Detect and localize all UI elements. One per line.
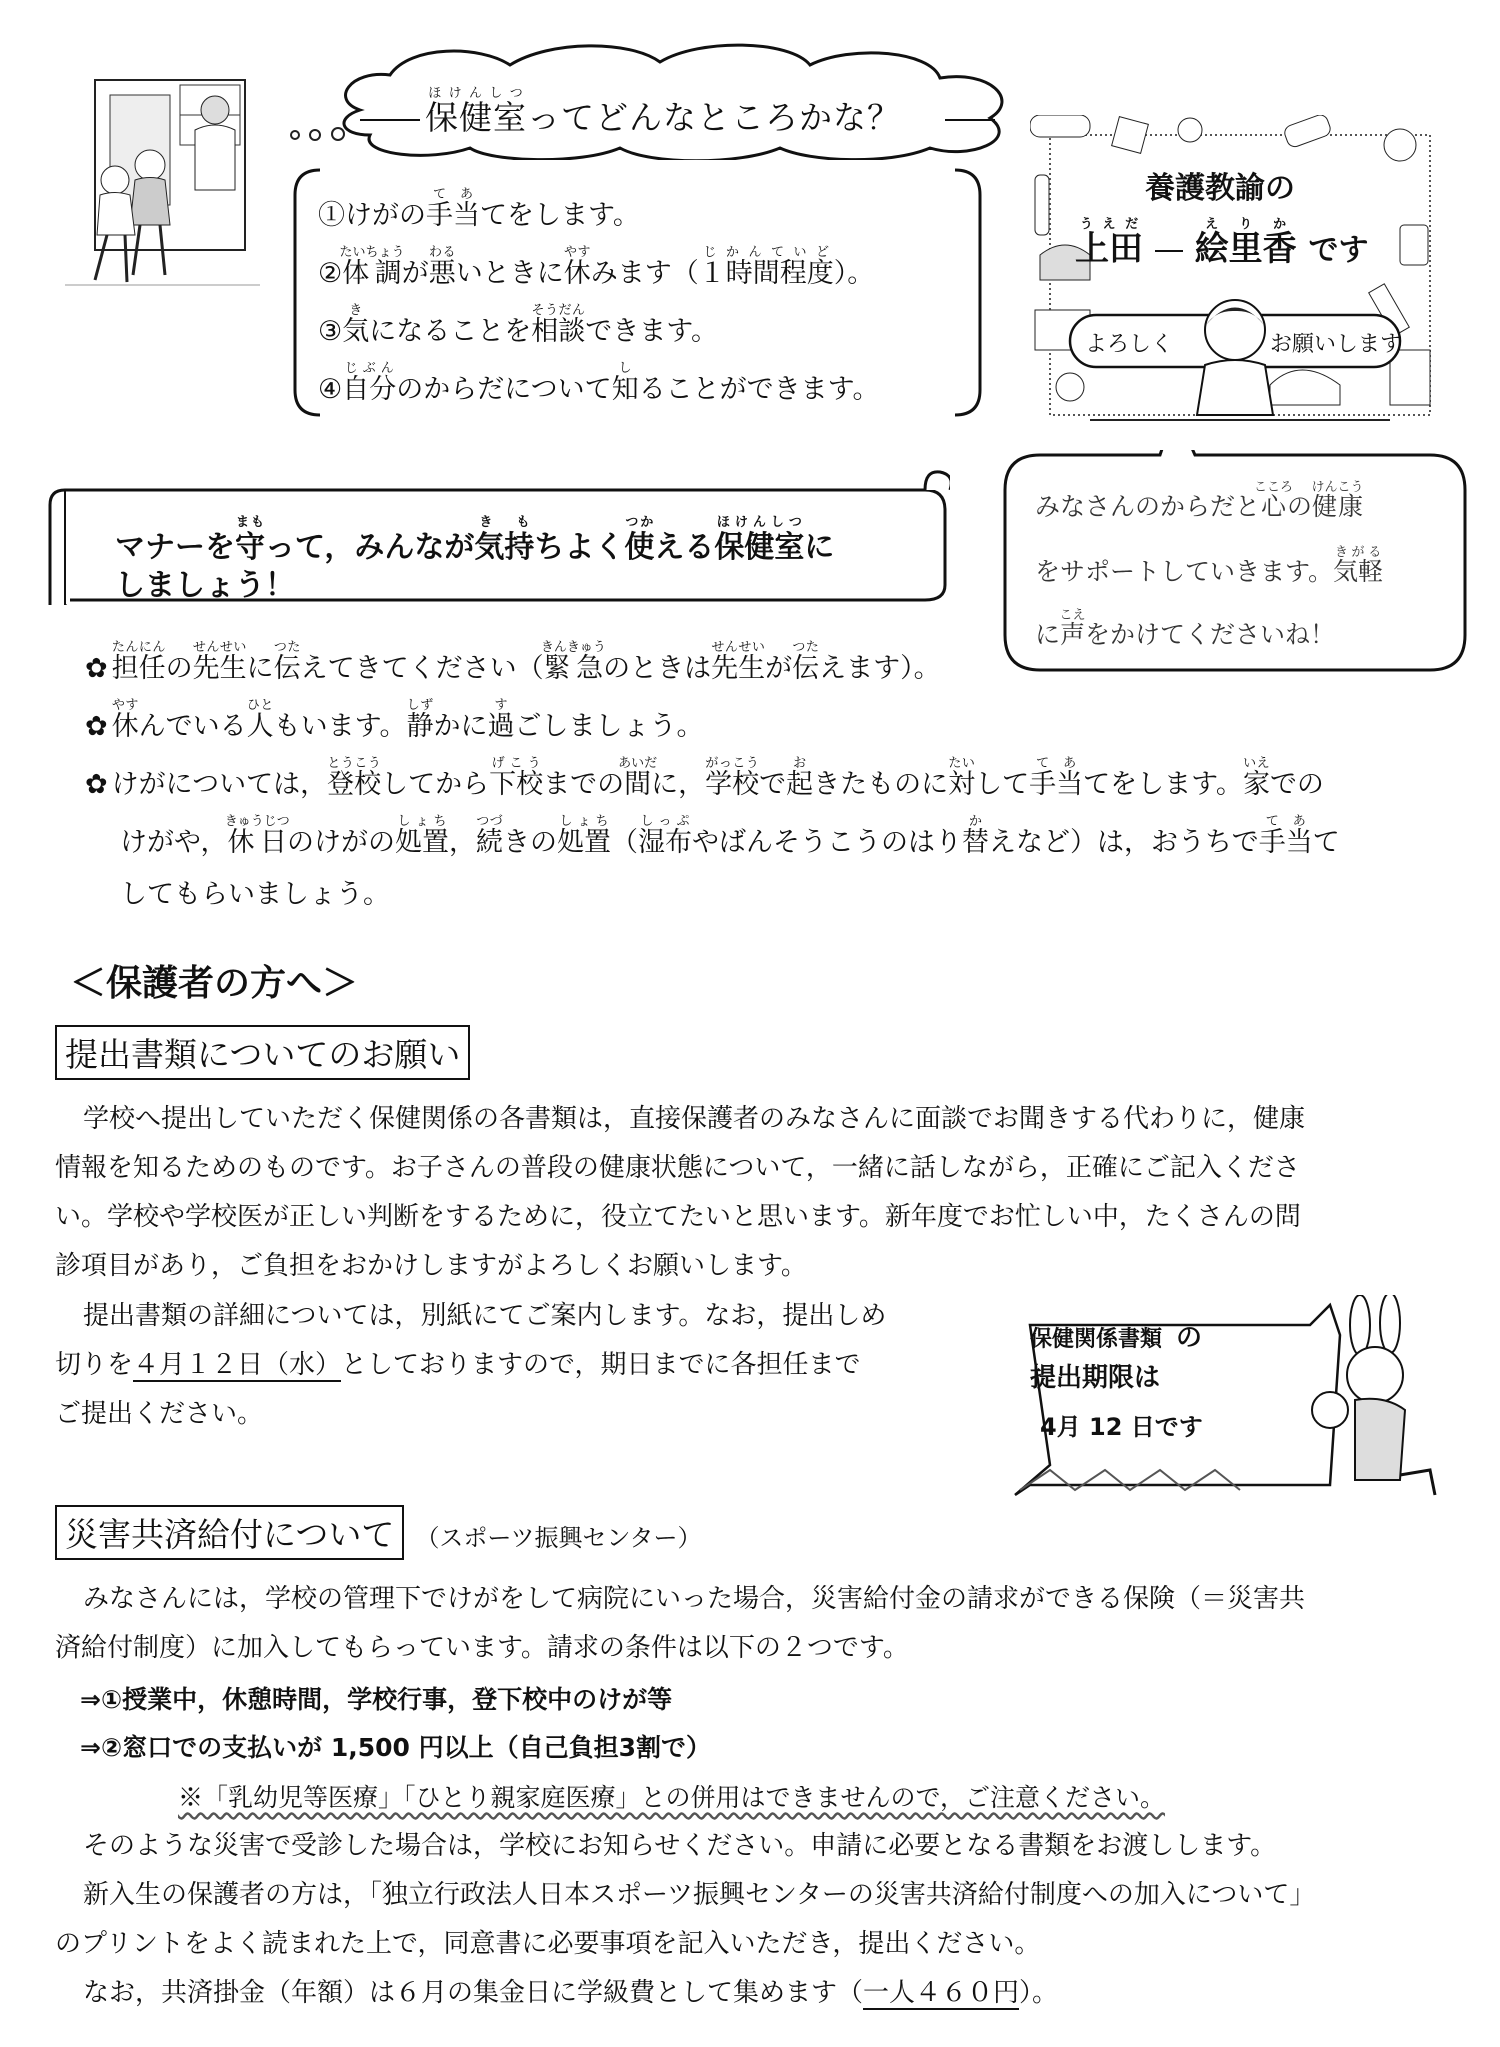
speech-line: をサポートしていきます。気軽きがる (1035, 545, 1384, 586)
teacher-intro-panel (1030, 115, 1450, 435)
section-title-disaster: 災害共済給付について （スポーツ振興センター） (55, 1505, 702, 1560)
list-item: ③気きになることを相談そうだんできます。 (318, 303, 719, 347)
teacher-name: 上田うえだ 絵里香えりか です (1075, 217, 1369, 269)
banner-line: しましょう！ (115, 568, 295, 603)
note: ※「乳幼児等医療」「ひとり親家庭医療」との併用はできませんので，ご注意ください。 (178, 1783, 1166, 1812)
nurse-room-illustration (55, 70, 270, 295)
teacher-speech-bubble (1000, 450, 1470, 675)
deadline-paragraph: 提出書類の詳細については，別紙にてご案内します。なお，提出しめ 切りを４月１２日（水）としておりますので，期日までに各担任まで ご提出ください。 (55, 1301, 887, 1429)
rule-item: ✿ けがについては，登校とうこうしてから下校げこうまでの間あいだに，学校がっこうで起おきたものに対たいして手て当あてをします。家いえでの (85, 756, 1324, 800)
disaster-paragraph-2: そのような災害で受診した場合は，学校にお知らせください。申請に必要となる書類をお渡しします。 新入生の保護者の方は，「独立行政法人日本スポーツ振興センターの災害共済給付制度への加入について」 のプリントをよく読まれた上で，同意書に必要事項を記入いただき，提出ください。 なお，共済掛金（年額）は６月の集金日に学級費として集めます（一人４６０円）。 (55, 1831, 1316, 2008)
deadline-date-label: 4月 12 日です (1040, 1413, 1203, 1441)
manners-banner (45, 470, 950, 605)
speech-line: に声こえをかけてくださいね！ (1035, 608, 1336, 649)
list-item: ④自分じぶんのからだについて知しることができます。 (318, 361, 880, 405)
title-cloud (330, 40, 1030, 160)
condition-item: ⇒②窓口での支払いが 1,500 円以上（自己負担3割で） (80, 1733, 711, 1762)
rule-item: ✿ 休やすんでいる人ひともいます。静しずかに過すごしましょう。 (85, 698, 704, 742)
greeting-left: よろしく (1085, 332, 1174, 357)
disaster-paragraph: みなさんには，学校の管理下でけがをして病院にいった場合，災害給付金の請求ができる保険（＝災害共 済給付制度）に加入してもらっています。請求の条件は以下の２つです。 (55, 1584, 1306, 1663)
speech-line: みなさんのからだと心こころの健康けんこう (1035, 480, 1364, 521)
banner-line: マナーを守まもって，みんなが気持き もちよく使つかえる保健室ほけんしつに (115, 515, 835, 565)
documents-paragraph: 学校へ提出していただく保健関係の各書類は，直接保護者のみなさんに面談でお聞きする代わりに，健康 情報を知るためのものです。お子さんの普段の健康状態について，一緒に話しながら，正確にご記入くださ い。学校や学校医が正しい判断をするために，役立てたいと思います。新年度でお忙しい中，たくさんの問 診項目があり，ご負担をおかけしますがよろしくお願いします。 (55, 1104, 1306, 1281)
greeting-right: お願いします (1270, 332, 1403, 357)
list-item: ②体調たいちょうが悪わるいときに休やすみます（１時間程度じかんていど）。 (318, 245, 875, 289)
deadline-illustration (1010, 1295, 1440, 1515)
premium-amount: 一人４６０円 (863, 1978, 1020, 2008)
guardian-heading: ＜保護者の方へ＞ (70, 963, 359, 1004)
rule-item: ✿ 担任たんにんの先生せんせいに伝つたえてきてください（緊急きんきゅうのときは先生せんせいが伝つたえます）。 (85, 640, 941, 684)
list-item: ①けがの手て当あてをします。 (318, 187, 640, 231)
rule-item-continued: けがや，休日きゅうじつのけがの処置しょち，続つづきの処置しょち（湿布しっぷやばんそうこうのはり替かえなど）は，おうちで手て当あて (120, 814, 1340, 858)
nurse-room-purpose-list (290, 165, 985, 420)
flower-icon: ✿ (85, 653, 108, 684)
condition-item: ⇒①授業中，休憩時間，学校行事，登下校中のけが等 (80, 1685, 673, 1714)
section-title-documents: 提出書類についてのお願い (55, 1025, 470, 1080)
flower-icon: ✿ (85, 711, 108, 742)
teacher-role: 養護教諭の (1145, 171, 1295, 206)
deadline-label: 保健関係書類 の (1030, 1323, 1203, 1353)
deadline-label: 提出期限は (1030, 1363, 1161, 1393)
rule-item-continued: してもらいましょう。 (120, 879, 390, 910)
flower-icon: ✿ (85, 769, 108, 800)
section-subtitle: （スポーツ振興センター） (415, 1524, 702, 1552)
deadline-date: ４月１２日（水） (133, 1350, 342, 1380)
page-title: 保健室ほけんしつってどんなところかな？ (425, 86, 901, 137)
